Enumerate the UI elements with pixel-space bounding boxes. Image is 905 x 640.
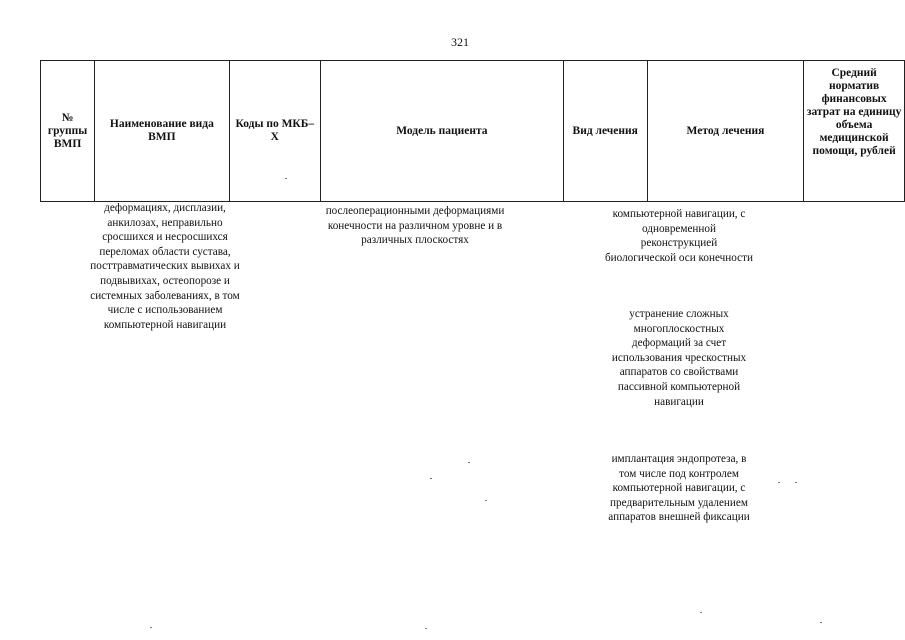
header-table (40, 60, 905, 202)
patient-model-cell: послеоперационными деформациями конечности на различном уровне и в различных плоскостях (325, 205, 505, 247)
scan-speck (150, 627, 152, 628)
treatment-method-item: имплантация эндопротеза, в том числе под контролем компьютерной навигации, с предварительным удалением аппаратов внешней фиксации (608, 453, 750, 524)
treatment-method-item: устранение сложных многоплоскостных деформаций за счет использования чрескостных аппаратов со свойствами пассивной компьютерной навигации (611, 308, 747, 408)
scan-speck (425, 628, 427, 629)
scan-speck (778, 482, 780, 483)
scan-speck (820, 622, 822, 623)
header-treatment-type: Вид лечения (563, 61, 647, 202)
header-vmp-name: Наименование вида ВМП (95, 61, 229, 202)
header-patient-model: Модель пациента (320, 61, 563, 202)
scan-speck (468, 462, 470, 463)
scan-speck (430, 478, 432, 479)
header-treatment-method: Метод лечения (647, 61, 804, 202)
scan-speck (700, 612, 702, 613)
treatment-method-item: компьютерной навигации, с одновременной реконструкцией биологической оси конечности (604, 208, 754, 264)
header-group-no: № группы ВМП (41, 61, 95, 202)
scan-speck (795, 482, 797, 483)
scan-speck (285, 178, 287, 179)
vmp-name-cell: деформациях, дисплазии, анкилозах, неправильно сросшихся и несросшихся переломах области сустава, посттравматических вывихах и подвывихах, остеопорозе и системных заболеваниях, в том числе с использованием компьютерной навигации (90, 202, 240, 331)
header-icd-codes: Коды по МКБ–Х (229, 61, 320, 202)
scan-speck (485, 500, 487, 501)
header-row (41, 61, 905, 202)
page-number: 321 (451, 35, 469, 49)
header-avg-cost: Средний норматив финансовых затрат на единицу объема медицинской помощи, рублей (804, 61, 905, 202)
